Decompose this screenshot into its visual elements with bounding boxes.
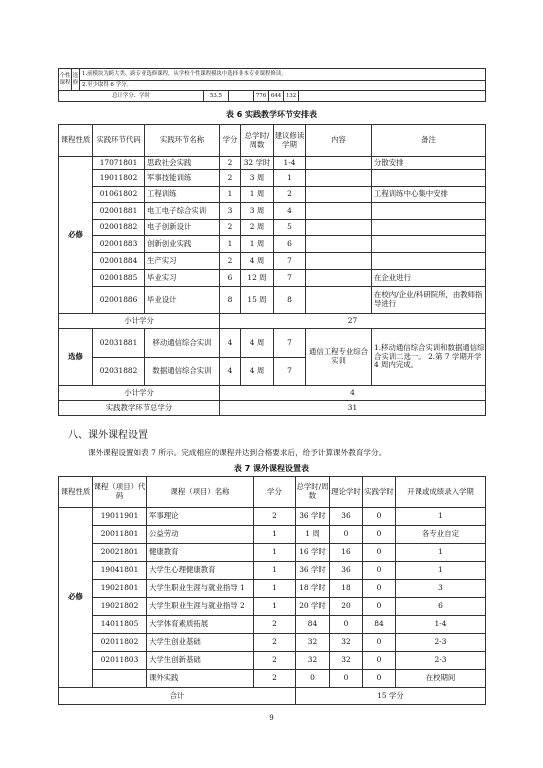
row-credit: 2 [254, 616, 296, 634]
row-code: 02031882 [93, 358, 145, 386]
row-credit: 1 [254, 562, 296, 580]
row-hours: 12 周 [241, 270, 274, 287]
row-practice: 0 [363, 670, 396, 688]
table-row [59, 203, 486, 220]
row-practice: 0 [363, 544, 396, 562]
row-theory: 20 [330, 598, 363, 616]
total-blank [229, 91, 254, 102]
table-row [59, 270, 486, 287]
row-credit: 1 [220, 187, 241, 203]
row-note: 工程训练中心集中安排 [372, 187, 486, 203]
total-extra [299, 91, 486, 102]
header-code: 实践环节代码 [93, 125, 145, 157]
total-credits: 53.5 [204, 91, 229, 102]
row-name: 思政社会实践 [145, 157, 220, 170]
row-code: 02001884 [93, 253, 145, 270]
row-credit: 1 [254, 526, 296, 544]
row-hours: 32 [296, 652, 330, 670]
row-practice: 0 [363, 652, 396, 670]
table-row [59, 616, 486, 634]
header-nature: 课程性质 [59, 477, 93, 508]
row-code: 14011805 [93, 616, 147, 634]
practice-table [58, 124, 486, 416]
row-note: 在企业进行 [372, 270, 486, 287]
header-term: 建议修读学期 [274, 125, 306, 157]
type-cell: 选修 [72, 69, 80, 91]
row-hours: 18 学时 [296, 580, 330, 598]
row-theory: 16 [330, 544, 363, 562]
row-content [306, 187, 372, 203]
note-1: 1.前模块为跨大类、跨专业选修课程，从学校个性课程模块中选择非本专业课程修读。 [80, 69, 486, 81]
elective-subtotal-label: 小计学分 [59, 386, 220, 401]
row-code: 02011803 [93, 652, 147, 670]
table-row [59, 253, 486, 270]
row-credit: 6 [220, 270, 241, 287]
row-term: 1 [396, 544, 486, 562]
row-term: 4 [274, 203, 306, 220]
row-credit: 2 [220, 220, 241, 236]
table-row [59, 670, 486, 688]
table-row [59, 170, 486, 187]
row-code: 19011802 [93, 170, 145, 187]
row-term: 在校期间 [396, 670, 486, 688]
row-theory: 36 [330, 508, 363, 526]
row-credit: 2 [220, 157, 241, 170]
elective-label: 选修 [59, 329, 93, 386]
elective-content: 通信工程专业综合实训 [306, 329, 372, 386]
row-code: 17071801 [93, 157, 145, 170]
row-content [306, 253, 372, 270]
row-name: 毕业实习 [145, 270, 220, 287]
row-theory: 0 [330, 616, 363, 634]
row-hours: 1 周 [241, 187, 274, 203]
row-code: 02001883 [93, 236, 145, 253]
table-row [59, 634, 486, 652]
row-code: 19021801 [93, 580, 147, 598]
row-term: 1 [396, 562, 486, 580]
elective-note: 1.移动通信综合实训和数据通信综合实训二选一。 2.第 7 学期开学 4 周内完成。 [372, 329, 486, 386]
row-note: 分散安排 [372, 157, 486, 170]
row-practice: 0 [363, 634, 396, 652]
row-term: 8 [274, 287, 306, 314]
row-hours: 4 周 [241, 329, 274, 358]
row-content [306, 203, 372, 220]
required-label: 必修 [59, 157, 93, 314]
row-name: 军事理论 [147, 508, 254, 526]
row-name: 公益劳动 [147, 526, 254, 544]
row-content [306, 170, 372, 187]
row-practice: 84 [363, 616, 396, 634]
row-term: 7 [274, 270, 306, 287]
table-row [59, 187, 486, 203]
row-theory: 32 [330, 652, 363, 670]
row-name: 电工电子综合实训 [145, 203, 220, 220]
header-theory: 理论学时 [330, 477, 363, 508]
header-content: 内容 [306, 125, 372, 157]
row-term: 7 [274, 358, 306, 386]
row-credit: 4 [220, 329, 241, 358]
header-term: 开课或成绩录入学期 [396, 477, 486, 508]
total-value: 15 学分 [296, 688, 486, 705]
extracurricular-table [58, 476, 486, 705]
row-content [306, 287, 372, 314]
row-term: 2-3 [396, 652, 486, 670]
row-practice: 0 [363, 598, 396, 616]
row-code: 02031881 [93, 329, 145, 358]
row-credit: 8 [220, 287, 241, 314]
row-code: 02001881 [93, 203, 145, 220]
row-term: 7 [274, 253, 306, 270]
table-row [59, 598, 486, 616]
row-code: 19021802 [93, 598, 147, 616]
row-practice: 0 [363, 526, 396, 544]
row-content [306, 220, 372, 236]
row-term: 各专业自定 [396, 526, 486, 544]
row-hours: 84 [296, 616, 330, 634]
row-credit: 2 [254, 652, 296, 670]
row-term: 2-3 [396, 634, 486, 652]
row-term: 6 [274, 236, 306, 253]
row-hours: 16 学时 [296, 544, 330, 562]
row-name: 工程训练 [145, 187, 220, 203]
header-hours: 总学时/周数 [241, 125, 274, 157]
total-theory: 644 [269, 91, 284, 102]
row-theory: 18 [330, 580, 363, 598]
row-credit: 2 [220, 253, 241, 270]
row-term: 1-4 [396, 616, 486, 634]
row-name: 大学生心理健康教育 [147, 562, 254, 580]
table-row [59, 157, 486, 170]
row-name: 移动通信综合实训 [145, 329, 220, 358]
row-note [372, 170, 486, 187]
row-name: 大学生职业生涯与就业指导 2 [147, 598, 254, 616]
row-hours: 1 周 [296, 526, 330, 544]
header-hours: 总学时/周数 [296, 477, 330, 508]
elective-subtotal-value: 4 [220, 386, 486, 401]
row-code [93, 670, 147, 688]
row-code: 02001882 [93, 220, 145, 236]
row-theory: 0 [330, 670, 363, 688]
row-hours: 1 周 [241, 236, 274, 253]
total-practice: 132 [284, 91, 299, 102]
subtotal-label: 小计学分 [59, 314, 220, 329]
header-nature: 课程性质 [59, 125, 93, 157]
row-hours: 3 周 [241, 203, 274, 220]
row-code: 19041801 [93, 562, 147, 580]
row-hours: 15 周 [241, 287, 274, 314]
row-credit: 1 [220, 236, 241, 253]
total-label: 总计学分、学时 [59, 91, 204, 102]
total-value: 31 [220, 401, 486, 416]
row-credit: 4 [220, 358, 241, 386]
row-note: 在校内/企业/科研院所，由教师指导进行 [372, 287, 486, 314]
row-credit: 2 [220, 170, 241, 187]
row-name: 毕业设计 [145, 287, 220, 314]
row-code: 02001886 [93, 287, 145, 314]
table-row [59, 562, 486, 580]
row-name: 大学生创业基础 [147, 634, 254, 652]
row-name: 大学生职业生涯与就业指导 1 [147, 580, 254, 598]
section-heading: 八、课外课程设置 [68, 430, 148, 441]
table6-caption: 表 6 实践教学环节安排表 [225, 110, 318, 119]
row-name: 课外实践 [147, 670, 254, 688]
row-term: 7 [274, 329, 306, 358]
row-code: 01061802 [93, 187, 145, 203]
row-name: 创新创业实践 [145, 236, 220, 253]
row-code: 20021801 [93, 544, 147, 562]
row-term: 1 [396, 508, 486, 526]
row-hours: 0 [296, 670, 330, 688]
row-credit: 2 [254, 634, 296, 652]
row-note [372, 253, 486, 270]
row-credit: 3 [220, 203, 241, 220]
header-credit: 学分 [220, 125, 241, 157]
total-label: 合计 [59, 688, 296, 705]
row-term: 1 [274, 170, 306, 187]
table-row [59, 236, 486, 253]
row-content [306, 270, 372, 287]
total-label: 实践教学环节总学分 [59, 401, 220, 416]
row-name: 数据通信综合实训 [145, 358, 220, 386]
row-note [372, 220, 486, 236]
row-name: 健康教育 [147, 544, 254, 562]
row-content [306, 236, 372, 253]
total-hours: 776 [254, 91, 269, 102]
row-name: 电子创新设计 [145, 220, 220, 236]
row-code: 02011802 [93, 634, 147, 652]
row-hours: 3 周 [241, 170, 274, 187]
table-row [59, 526, 486, 544]
row-hours: 4 周 [241, 253, 274, 270]
header-practice: 实践学时 [363, 477, 396, 508]
row-note [372, 203, 486, 220]
row-hours: 32 学时 [241, 157, 274, 170]
row-content [306, 157, 372, 170]
row-credit: 1 [254, 598, 296, 616]
table-row [59, 329, 486, 358]
row-code: 19011901 [93, 508, 147, 526]
row-credit: 2 [254, 670, 296, 688]
header-note: 备注 [372, 125, 486, 157]
row-credit: 1 [254, 580, 296, 598]
row-note [372, 236, 486, 253]
category-cell: 个性课程 [59, 69, 72, 91]
row-hours: 32 [296, 634, 330, 652]
header-name: 课程（项目）名称 [147, 477, 254, 508]
required-label: 必修 [59, 508, 93, 688]
row-practice: 0 [363, 562, 396, 580]
row-hours: 36 学时 [296, 508, 330, 526]
row-term: 1-4 [274, 157, 306, 170]
row-hours: 4 周 [241, 358, 274, 386]
table-row [59, 220, 486, 236]
row-practice: 0 [363, 580, 396, 598]
table-row [59, 580, 486, 598]
row-term: 6 [396, 598, 486, 616]
table-row [59, 652, 486, 670]
row-credit: 1 [254, 544, 296, 562]
row-term: 3 [396, 580, 486, 598]
row-name: 大学生创新基础 [147, 652, 254, 670]
page-number: 9 [269, 714, 274, 722]
note-2: 2.至少取得 6 学分。 [80, 81, 486, 91]
header-name: 实践环节名称 [145, 125, 220, 157]
row-hours: 36 学时 [296, 562, 330, 580]
row-practice: 0 [363, 508, 396, 526]
row-theory: 32 [330, 634, 363, 652]
table-row [59, 508, 486, 526]
table-row [59, 287, 486, 314]
row-code: 02001885 [93, 270, 145, 287]
row-name: 军事技能训练 [145, 170, 220, 187]
row-theory: 36 [330, 562, 363, 580]
row-name: 生产实习 [145, 253, 220, 270]
elective-credits-table [58, 68, 486, 102]
row-theory: 0 [330, 526, 363, 544]
row-code: 20011801 [93, 526, 147, 544]
row-term: 2 [274, 187, 306, 203]
table-row [59, 544, 486, 562]
row-hours: 2 周 [241, 220, 274, 236]
header-credit: 学分 [254, 477, 296, 508]
row-hours: 20 学时 [296, 598, 330, 616]
row-credit: 2 [254, 508, 296, 526]
table7-caption: 表 7 课外课程设置表 [233, 464, 310, 473]
row-name: 大学体育素质拓展 [147, 616, 254, 634]
section-paragraph: 课外课程设置如表 7 所示。完成相应的课程并达到合格要求后，给予计算课外教育学分。 [88, 448, 387, 457]
row-term: 5 [274, 220, 306, 236]
subtotal-value: 27 [220, 314, 486, 329]
header-code: 课程（项目）代码 [93, 477, 147, 508]
